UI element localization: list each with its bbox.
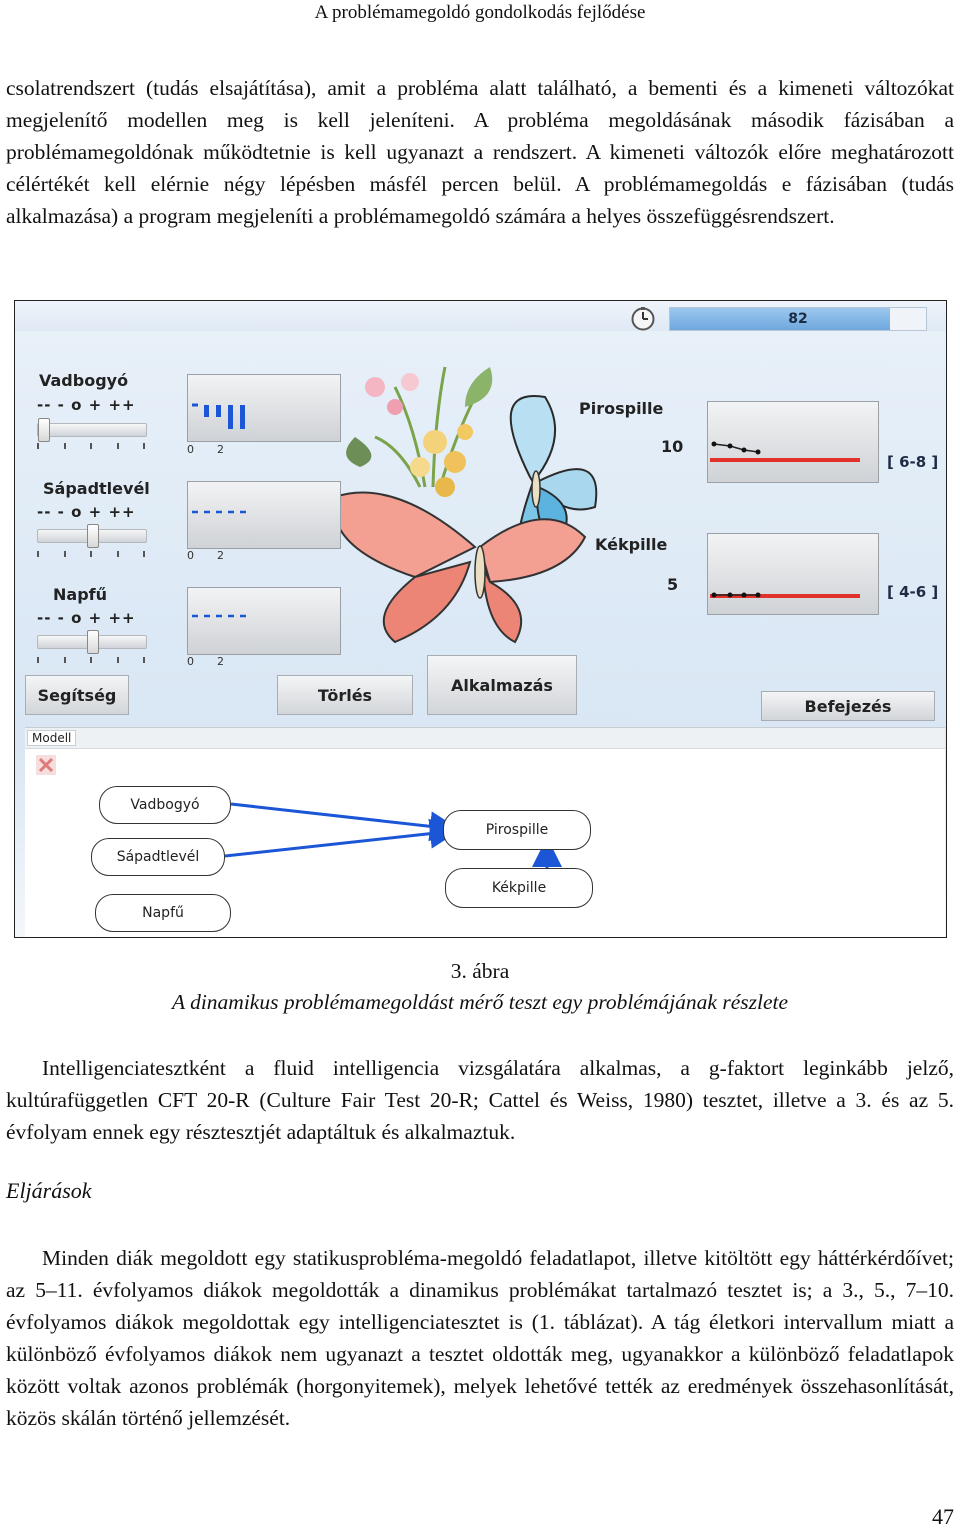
running-head: A problémamegoldó gondolkodás fejlődése xyxy=(314,2,646,23)
output-label-pirospille: Pirospille xyxy=(579,399,664,418)
edge-sapadtlevel-pirospille xyxy=(225,832,445,856)
timer-bar xyxy=(669,307,927,331)
input-label-sapadtlevel: Sápadtlevél xyxy=(43,479,150,498)
output-chart-kekpille-svg xyxy=(708,534,878,614)
figure-screenshot xyxy=(14,300,947,938)
model-node-napfu: Napfű xyxy=(95,894,231,932)
model-node-vadbogyo: Vadbogyó xyxy=(99,786,231,824)
figure-caption xyxy=(0,956,960,1018)
input-scale-sapadtlevel: -- - o + ++ xyxy=(37,503,136,521)
output-chart-pirospille xyxy=(707,401,879,483)
axis-end: 2 xyxy=(217,655,224,668)
model-node-pirospille: Pirospille xyxy=(443,810,591,850)
output-value-kekpille: 5 xyxy=(667,575,679,594)
butterfly-illustration xyxy=(315,347,605,647)
figure-number: 3. ábra xyxy=(450,959,510,983)
output-chart-kekpille xyxy=(707,533,879,615)
page-number: 47 xyxy=(932,1504,954,1529)
input-history-napfu xyxy=(187,587,341,655)
paragraph-1: csolatrendszert (tudás elsajátítása), amit a probléma alatt található, a bementi és a kimeneti változókat megjelenítő modellen meg is kell jeleníteni. A probléma megoldásának második fázisában a problémamegoldónak működtetnie is kell ugyanazt a rendszert. A kimeneti változók előre meghatározott célértékét kell elérnie négy lépésben másfél percen belül. A problémamegoldás e fázisában (tudás alkalmazása) a program megjeleníti a problémamegoldó számára a helyes összefüggésrendszert. xyxy=(6,76,954,228)
output-trend-line xyxy=(714,444,758,452)
input-scale-vadbogyo: -- - o + ++ xyxy=(37,396,136,414)
figure-title: A dinamikus problémamegoldást mérő teszt egy problémájának részlete xyxy=(171,990,789,1014)
input-label-napfu: Napfű xyxy=(53,585,107,604)
paragraph-2: Intelligenciatesztként a fluid intelligencia vizsgálatára alkalmas, a g-faktort leginkább jelző, kultúrafüggetlen CFT 20-R (Culture Fair Test 20-R; Cattel és Weiss, 1980) tesztet, illetve a 3. és az 5. évfolyam ennek egy résztesztjét adaptáltuk és alkalmaztuk. xyxy=(6,1056,954,1144)
help-button[interactable]: Segítség xyxy=(25,675,129,715)
apply-button[interactable]: Alkalmazás xyxy=(427,655,577,715)
slider-vadbogyo[interactable] xyxy=(37,423,147,437)
slider-ticks xyxy=(37,551,145,557)
input-label-vadbogyo: Vadbogyó xyxy=(39,371,129,390)
axis-end: 2 xyxy=(217,549,224,562)
model-panel-title: Modell xyxy=(27,730,76,746)
model-node-sapadtlevel: Sápadtlevél xyxy=(91,838,225,876)
axis-start: 0 xyxy=(187,443,194,456)
edge-vadbogyo-pirospille xyxy=(231,804,445,828)
slider-sapadtlevel[interactable] xyxy=(37,529,147,543)
timer-value: 82 xyxy=(788,311,808,327)
slider-thumb-sapadtlevel[interactable] xyxy=(87,524,99,548)
slider-thumb-vadbogyo[interactable] xyxy=(38,418,50,442)
slider-thumb-napfu[interactable] xyxy=(87,630,99,654)
input-history-dashes xyxy=(188,482,340,548)
slider-ticks xyxy=(37,657,145,663)
output-label-kekpille: Kékpille xyxy=(595,535,668,554)
clock-icon xyxy=(631,307,655,331)
finish-button[interactable]: Befejezés xyxy=(761,691,935,721)
input-history-vadbogyo xyxy=(187,374,341,442)
paragraph-3: Minden diák megoldott egy statikusprobléma-megoldó feladatlapot, illetve kitöltött egy háttérkérdőívet; az 5–11. évfolyamos diákok megoldották a dinamikus problémákat tartalmazó tesztet is; a 3., 5., 7–10. évfolyamos diákok megoldottak egy intelligenciatesztet is (1. táblázat). A tág életkori intervallum miatt a különböző évfolyamos diákok nem ugyanazt a tesztet oldották meg, ugyanakkor a különböző feladatlapok között voltak azonos problémák (horgonyitemek), melyek lehetővé tették az eredmények összehasonlítását, közös skálán történő jellemzését. xyxy=(6,1246,954,1430)
output-value-pirospille: 10 xyxy=(661,437,684,456)
target-range-pirospille: [ 6-8 ] xyxy=(887,453,939,471)
input-history-sapadtlevel xyxy=(187,481,341,549)
target-range-kekpille: [ 4-6 ] xyxy=(887,583,939,601)
axis-start: 0 xyxy=(187,655,194,668)
input-history-dashes xyxy=(188,588,340,654)
axis-end: 2 xyxy=(217,443,224,456)
output-chart-pirospille-svg xyxy=(708,402,878,482)
delete-button[interactable]: Törlés xyxy=(277,675,413,715)
input-history-bars xyxy=(188,375,340,441)
input-scale-napfu: -- - o + ++ xyxy=(37,609,136,627)
slider-ticks xyxy=(37,443,145,449)
slider-napfu[interactable] xyxy=(37,635,147,649)
model-panel xyxy=(25,727,945,938)
target-band xyxy=(710,458,860,462)
axis-start: 0 xyxy=(187,549,194,562)
section-heading: Eljárások xyxy=(6,1178,92,1203)
model-node-kekpille: Kékpille xyxy=(445,868,593,908)
